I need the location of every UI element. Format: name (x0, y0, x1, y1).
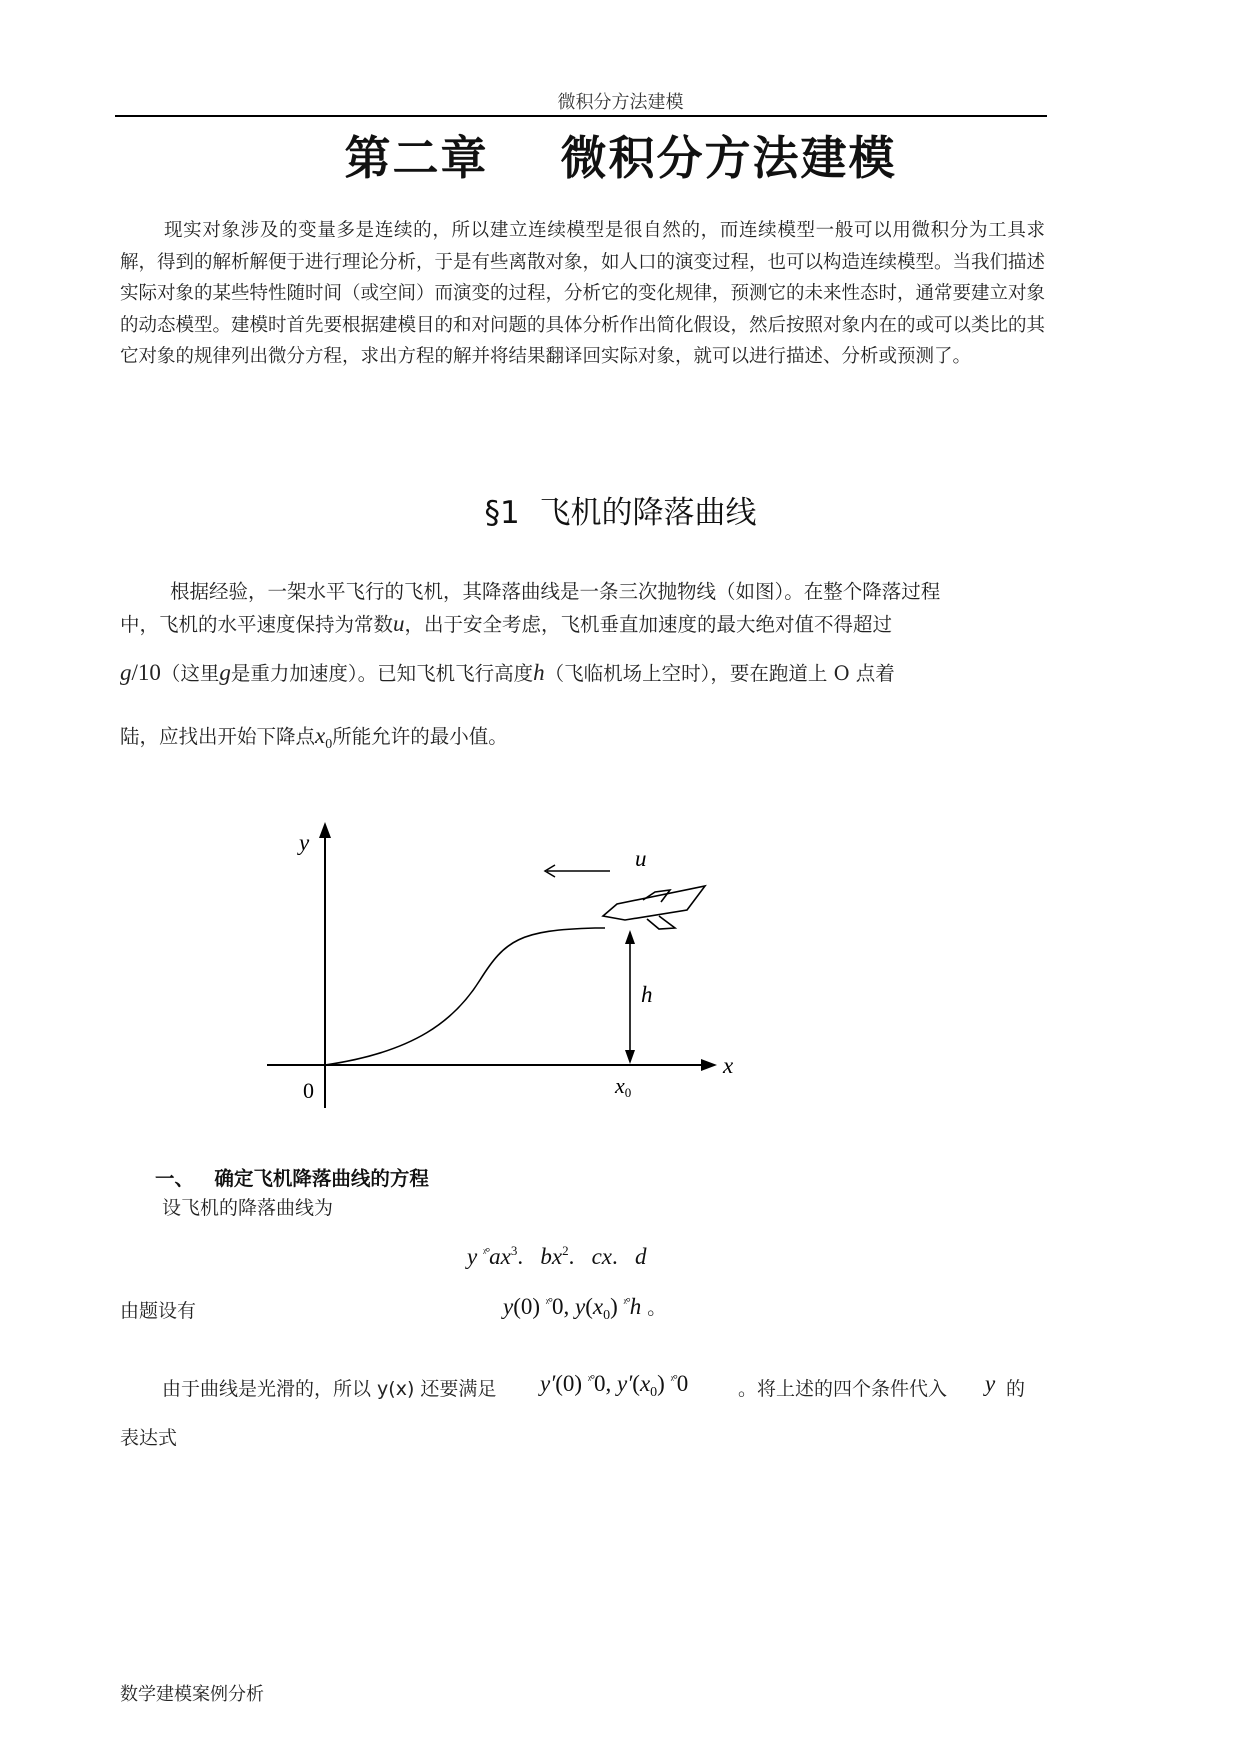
eq-h: h (629, 1294, 642, 1319)
smooth-text-c: 的 (1006, 1378, 1026, 1400)
running-header: 微积分方法建模 (557, 92, 684, 113)
problem-text: 中，飞机的水平速度保持为常数 (120, 613, 394, 636)
eq-dot: . (568, 1244, 575, 1269)
smooth-text-a: 由于曲线是光滑的，所以 y(x) 还要满足 (162, 1378, 497, 1400)
derivative-conditions: y′(0) $^{ᵡ^\circ}$0, $y'(x_0)$ $^{ᵡ^\circ}$0 (540, 1371, 689, 1400)
var-g: g (219, 660, 231, 685)
curve-equation (467, 1243, 647, 1270)
landing-curve (325, 928, 605, 1065)
x0-label (614, 1073, 631, 1100)
var-u: u (393, 611, 405, 636)
var-h: h (533, 660, 545, 685)
problem-text: ，出于安全考虑，飞机垂直加速度的最大绝对值不得超过 (404, 613, 893, 636)
problem-line-4 (120, 721, 1045, 753)
eq-val: 0 (676, 1371, 689, 1396)
x0-subscript: 0 (624, 1085, 632, 1100)
y-axis-label: y (299, 830, 310, 855)
eq-y: y (503, 1294, 514, 1319)
h-label: h (641, 982, 653, 1007)
var-x0: x (315, 723, 326, 748)
eq-bx: bx (540, 1244, 563, 1269)
eq-symbol: ᵡ° (545, 1295, 552, 1309)
subscript-0: 0 (325, 737, 333, 752)
eq-arg: (0) (513, 1294, 541, 1319)
eq-sub: 0 (650, 1385, 658, 1400)
var-y (985, 1371, 995, 1397)
expression-text: 表达式 (120, 1427, 178, 1449)
problem-text: （这里 (160, 662, 220, 685)
eq-y: y (467, 1244, 478, 1269)
eq-dot: . (612, 1244, 618, 1269)
problem-text: 所能允许的最小值。 (332, 725, 508, 748)
problem-line-1 (120, 576, 1045, 604)
header-rule (115, 115, 1047, 117)
origin-label: 0 (303, 1078, 314, 1103)
subsection-title: 一、 确定飞机降落曲线的方程 (155, 1167, 429, 1190)
eq-exp-2: 2 (562, 1243, 569, 1258)
height-arrow-up (625, 930, 635, 944)
eq-val: 0, (551, 1294, 575, 1319)
given-text: 由题设有 (120, 1300, 197, 1322)
y-axis-arrow (319, 822, 331, 838)
set-curve-text: 设飞机的降落曲线为 (162, 1197, 334, 1219)
intro-paragraph: 现实对象涉及的变量多是连续的，所以建立连续模型是很自然的，而连续模型一般可以用微积分为工具求解，得到的解析解便于进行理论分析，于是有些离散对象，如人口的演变过程，也可以构造连续模型。当我们描述实际对象的某些特性随时间（或空间）而演变的过程，分析它的变化规律，预测它的未来性态时，通常要建立对象的动态模型。建模时首先要根据建模目的和对问题的具体分析作出简化假设，然后按照对象内在的或可以类比的其它对象的规律列出微分方程，求出方程的解并将结果翻译回实际对象，就可以进行描述、分析或预测了。 (120, 220, 1046, 367)
eq-symbol: ᵡ° (623, 1295, 630, 1309)
eq-d: d (635, 1244, 647, 1269)
height-arrow-down (625, 1050, 635, 1064)
eq-val: 0, (594, 1371, 618, 1396)
airplane-icon (603, 886, 705, 929)
eq-y: y (574, 1294, 586, 1319)
eq-sub: 0 (603, 1308, 611, 1323)
x-axis-arrow (701, 1059, 717, 1071)
eq-end: 。 (641, 1297, 667, 1319)
eq-symbol: ᵡ° (670, 1372, 677, 1386)
eq-exp-3: 3 (510, 1243, 518, 1258)
eq-yprime: y′ (540, 1371, 556, 1396)
problem-line-3 (120, 658, 1045, 686)
problem-text: （飞临机场上空时），要在跑道上 O 点着 (544, 662, 895, 685)
eq-symbol: ᵡ° (482, 1245, 490, 1259)
var-g: g (120, 660, 132, 685)
g-denominator: /10 (131, 660, 161, 685)
chapter-title: 第二章 微积分方法建模 (344, 131, 897, 185)
landing-curve-figure (255, 820, 735, 1120)
problem-text: 是重力加速度）。已知飞机飞行高度 (230, 662, 534, 685)
problem-line-2 (120, 609, 1045, 637)
eq-cx: cx (591, 1244, 613, 1269)
page-footer: 数学建模案例分析 (120, 1684, 264, 1705)
section-title: §1 飞机的降落曲线 (484, 495, 757, 531)
problem-text: 根据经验，一架水平飞行的飞机，其降落曲线是一条三次抛物线（如图）。在整个降落过程 (170, 580, 941, 603)
u-label: u (635, 846, 647, 871)
eq-arg: (0) (555, 1371, 583, 1396)
eq-x: x (592, 1294, 604, 1319)
eq-dot: . (517, 1244, 524, 1269)
eq-ax: ax (489, 1244, 511, 1269)
problem-text: 陆，应找出开始下降点 (120, 725, 316, 748)
boundary-conditions: y(0) $^{ᵡ^\circ}$0, $y(x_0)$ $^{ᵡ^\circ}$h 。 (503, 1294, 667, 1323)
eq-yprime: y′ (617, 1371, 633, 1396)
eq-y: y (985, 1371, 996, 1396)
x-axis-label: x (723, 1053, 734, 1078)
x0-letter: x (615, 1073, 625, 1098)
smooth-text-b: 。将上述的四个条件代入 (738, 1378, 948, 1400)
eq-x: x (639, 1371, 651, 1396)
eq-symbol: ᵡ° (587, 1372, 595, 1386)
